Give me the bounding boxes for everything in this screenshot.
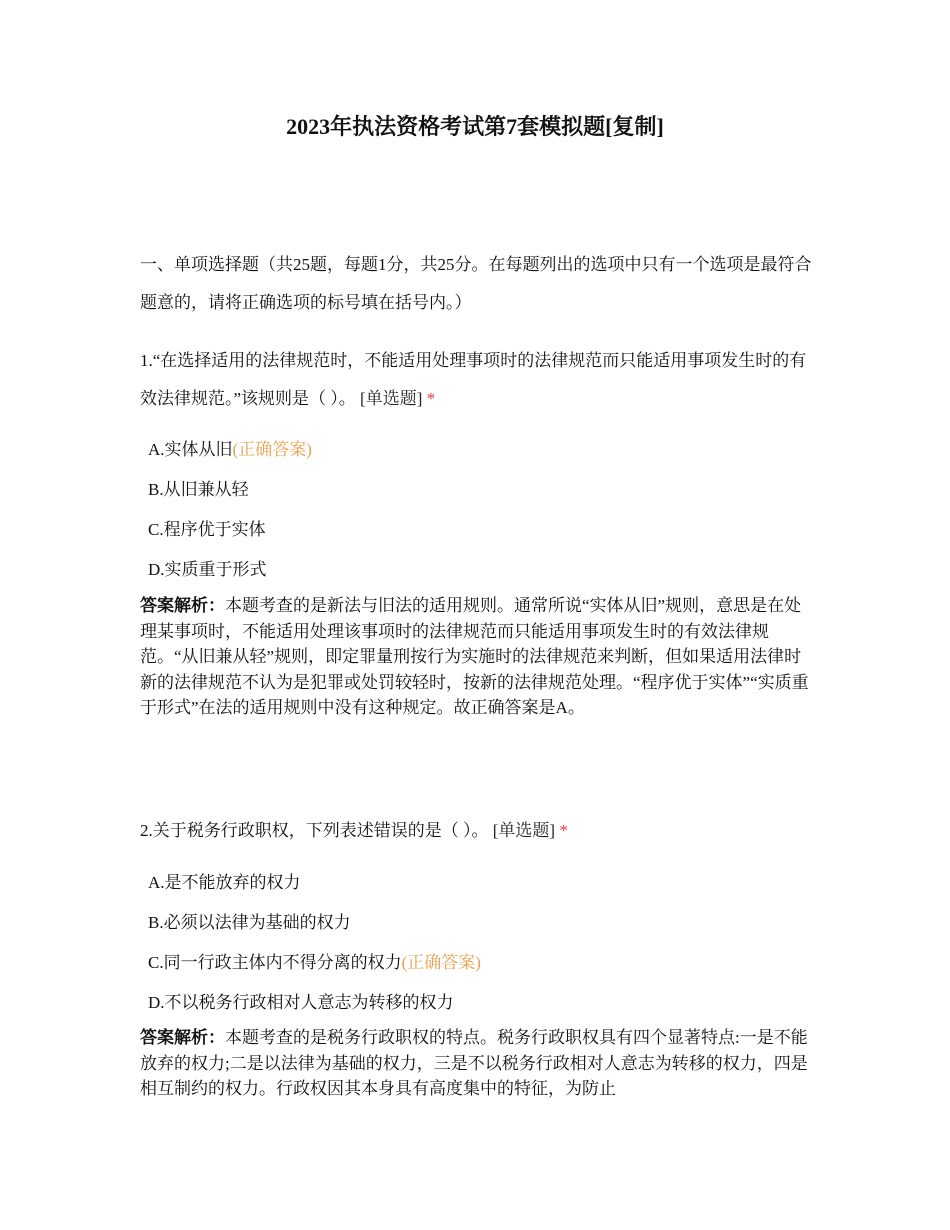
question-2-option-c[interactable] [148,948,481,973]
question-1-option-c[interactable] [148,515,266,540]
question-2-type-tag: [单选题] [492,821,556,840]
option-label: B.必须以法律为基础的权力 [148,913,351,932]
question-2-option-b[interactable] [148,908,351,933]
analysis-text: 本题考查的是税务行政职权的特点。税务行政职权具有四个显著特点:一是不能放弃的权力;二是以法律为基础的权力，三是不以税务行政相对人意志为转移的权力，四是相互制约的权力。行政权因其本身具有高度集中的特征，为防止 [140,1028,808,1099]
option-label: A.实体从旧 [148,440,233,459]
option-label: D.不以税务行政相对人意志为转移的权力 [148,993,454,1012]
option-label: B.从旧兼从轻 [148,480,249,499]
correct-answer-note: (正确答案) [232,440,312,459]
option-label: C.同一行政主体内不得分离的权力 [148,953,402,972]
analysis-label: 答案解析： [140,596,225,615]
question-1-option-d[interactable] [148,555,267,580]
question-1-option-a[interactable] [148,435,312,460]
question-1-analysis [140,593,812,721]
question-1-stem-text: 1.“在选择适用的法律规范时，不能适用处理事项时的法律规范而只能适用事项发生时的有效法律规范。”该规则是（ ）。 [140,351,807,408]
option-label: D.实质重于形式 [148,560,267,579]
document-title: 2023年执法资格考试第7套模拟题[复制] [286,114,664,139]
required-star-icon: * [426,389,436,408]
question-1-stem [140,342,812,418]
question-1-option-b[interactable] [148,475,249,500]
section-heading: 一、单项选择题（共25题，每题1分，共25分。在每题列出的选项中只有一个选项是最符合题意的，请将正确选项的标号填在括号内。） [140,255,812,312]
question-2-option-d[interactable] [148,988,454,1013]
question-2-analysis [140,1025,812,1102]
question-2-stem-text: 2.关于税务行政职权，下列表述错误的是（ ）。 [140,821,489,840]
option-label: A.是不能放弃的权力 [148,873,301,892]
option-label: C.程序优于实体 [148,520,266,539]
correct-answer-note: (正确答案) [401,953,481,972]
question-2-option-a[interactable] [148,868,301,893]
analysis-label: 答案解析： [140,1028,225,1047]
question-1-type-tag: [单选题] [360,389,423,408]
analysis-text: 本题考查的是新法与旧法的适用规则。通常所说“实体从旧”规则，意思是在处理某事项时，不能适用处理该事项时的法律规范而只能适用事项发生时的有效法律规范。“从旧兼从轻”规则，即定罪量刑按行为实施时的法律规范来判断，但如果适用法律时新的法律规范不认为是犯罪或处罚较轻时，按新的法律规范处理。“程序优于实体”“实质重于形式”在法的适用规则中没有这种规定。故正确答案是A。 [140,596,809,718]
required-star-icon: * [559,821,568,840]
question-2-stem [140,812,812,850]
